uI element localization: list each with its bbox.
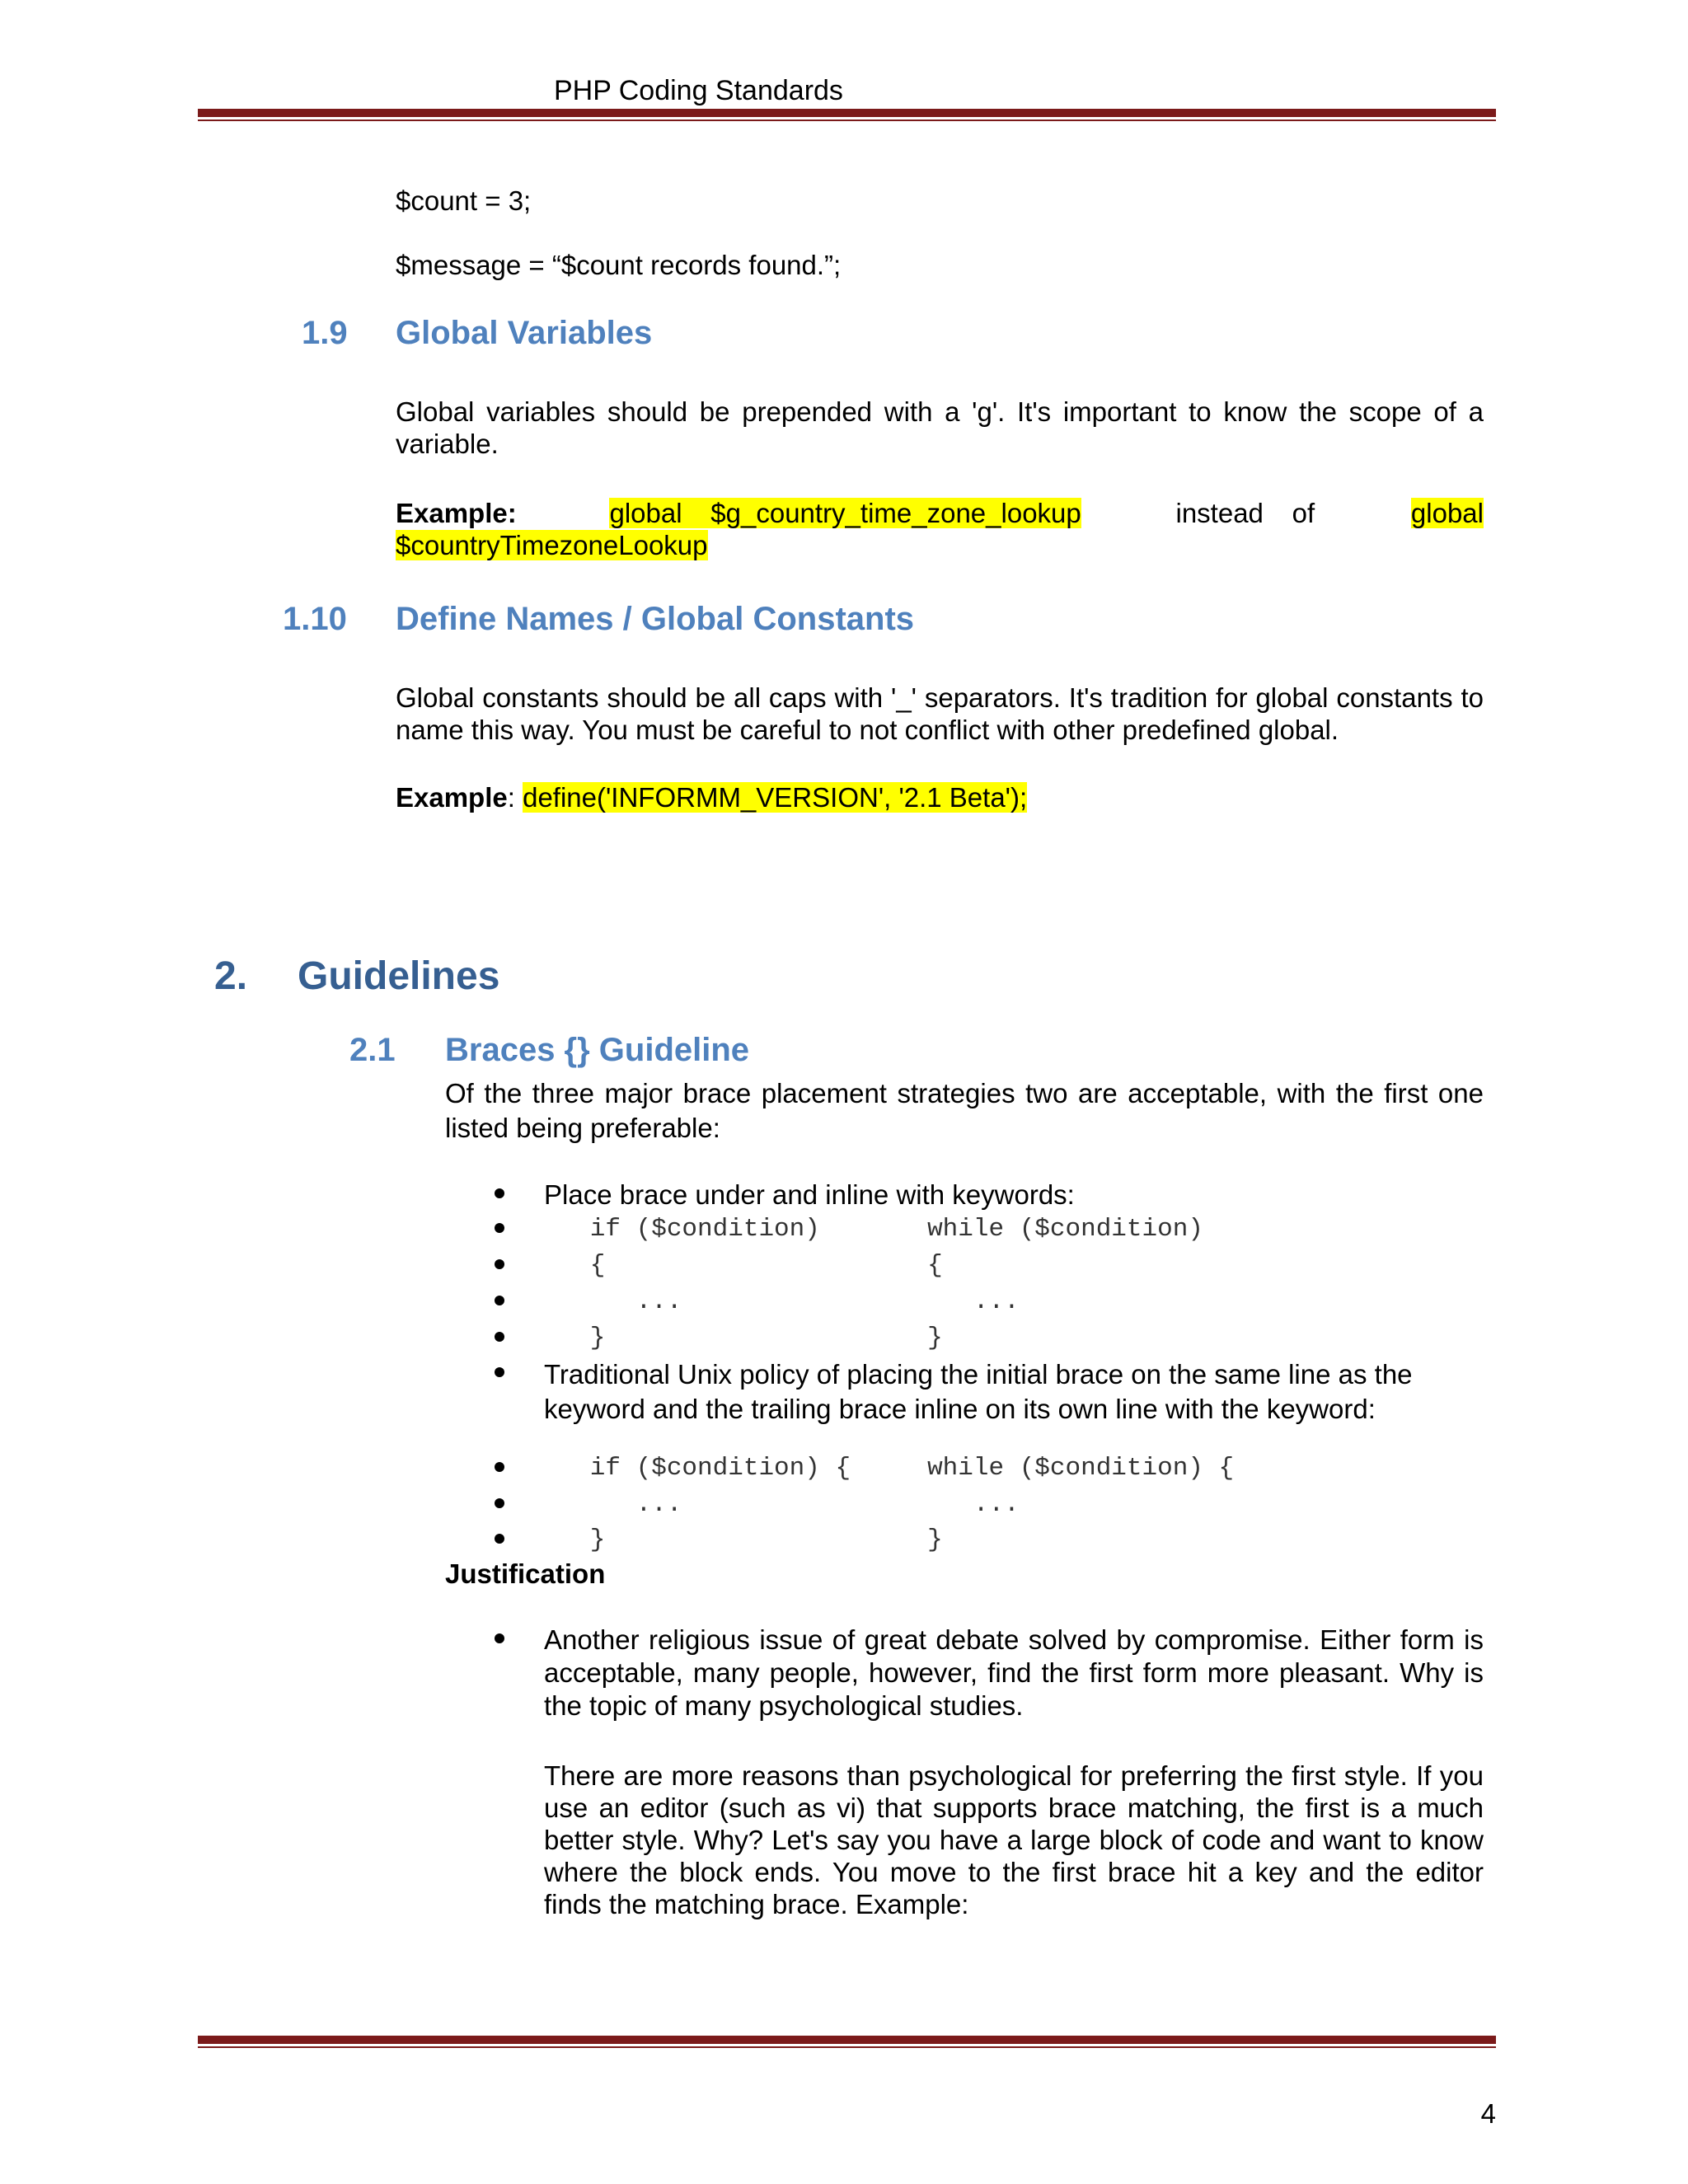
code-snippet-line: } } xyxy=(544,1526,943,1554)
page-header-title: PHP Coding Standards xyxy=(554,75,843,106)
bullet-icon xyxy=(495,1534,504,1544)
bullet-icon xyxy=(495,1259,504,1269)
code-snippet-line: ... ... xyxy=(544,1287,1020,1316)
footer-rule-thin xyxy=(198,2046,1496,2048)
section-1-10-number: 1.10 xyxy=(283,601,347,637)
section-2-1-title: Braces {} Guideline xyxy=(445,1032,750,1068)
bullet-icon xyxy=(495,1223,504,1233)
example-code-define: define('INFORMM_VERSION', '2.1 Beta'); xyxy=(523,782,1028,813)
section-2-1-intro: Of the three major brace placement strategies two are acceptable, with the first one listed being preferable: xyxy=(445,1078,1484,1143)
section-1-9-paragraph: Global variables should be prepended with a 'g'. It's important to know the scope of a variable. xyxy=(396,396,1484,459)
code-snippet-line: ... ... xyxy=(544,1490,1020,1519)
code-snippet-line: if ($condition) while ($condition) xyxy=(544,1215,1203,1244)
section-1-9-example xyxy=(396,497,1484,561)
section-1-9-number: 1.9 xyxy=(302,315,348,351)
section-2-number: 2. xyxy=(214,954,248,998)
section-1-10-paragraph: Global constants should be all caps with '_' separators. It's tradition for global constants to name this way. You must be careful to not conflict with other predefined global. xyxy=(396,682,1484,745)
example-code-preferred: global $g_country_time_zone_lookup xyxy=(609,498,1081,528)
page-number: 4 xyxy=(1480,2098,1496,2129)
bullet-icon xyxy=(495,1332,504,1342)
justification-paragraph: There are more reasons than psychological for preferring the first style. If you use an editor (such as vi) that supports brace matching, the first is a much better style. Why? Let's say you have a large block of code and want to know where the block ends. You move to the first brace hit a key and the editor finds the matching brace. Example: xyxy=(544,1760,1484,1919)
bullet-icon xyxy=(495,1633,504,1643)
code-line-count: $count = 3; xyxy=(396,185,532,216)
section-1-10-title: Define Names / Global Constants xyxy=(396,601,915,637)
header-rule-thin xyxy=(198,120,1496,121)
footer-rule-thick xyxy=(198,2036,1496,2044)
list-item-text: Place brace under and inline with keywords: xyxy=(544,1179,1075,1210)
bullet-icon xyxy=(495,1367,504,1377)
justification-bullet-text: Another religious issue of great debate solved by compromise. Either form is acceptable, many people, however, find the first form more pleasant. Why is the topic of many psychological studies. xyxy=(544,1624,1484,1721)
example-label-define: Example xyxy=(396,782,508,813)
header-rule-thick xyxy=(198,109,1496,117)
example-label: Example: xyxy=(396,498,517,528)
bullet-icon xyxy=(495,1188,504,1198)
bullet-icon xyxy=(495,1462,504,1472)
code-snippet-line: if ($condition) { while ($condition) { xyxy=(544,1454,1235,1483)
example-instead-of: instead of xyxy=(1146,498,1343,528)
bullet-icon xyxy=(495,1498,504,1508)
code-snippet-line: { { xyxy=(544,1251,943,1280)
bullet-icon xyxy=(495,1296,504,1305)
code-line-message: $message = “$count records found.”; xyxy=(396,250,842,280)
example-colon: : xyxy=(507,782,523,813)
section-1-9-title: Global Variables xyxy=(396,315,653,351)
example-code-avoid: global $countryTimezoneLookup xyxy=(396,498,1484,560)
section-2-1-number: 2.1 xyxy=(349,1032,396,1068)
section-1-10-example xyxy=(396,781,1027,813)
code-snippet-line: } } xyxy=(544,1324,943,1352)
list-item-text: Traditional Unix policy of placing the initial brace on the same line as the keyword and the trailing brace inline on its own line with the keyword: xyxy=(544,1359,1413,1424)
justification-heading: Justification xyxy=(445,1558,606,1589)
section-2-title: Guidelines xyxy=(298,954,500,998)
